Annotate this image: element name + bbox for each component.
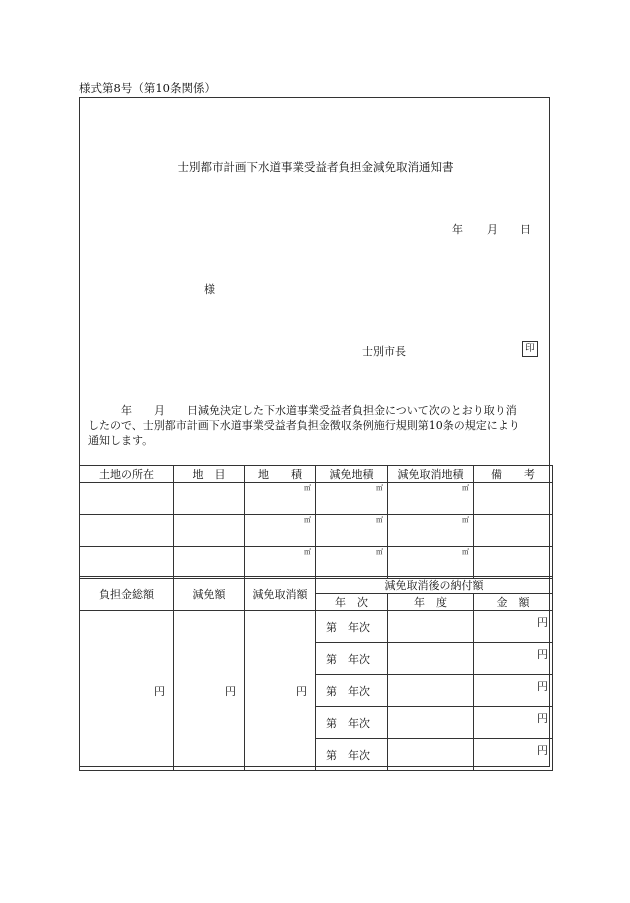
installment-label: 第 年次 xyxy=(316,707,388,739)
document-title: 士別都市計画下水道事業受益者負担金減免取消通知書 xyxy=(177,160,454,174)
installment-yen: 円 xyxy=(474,707,553,739)
notice-body xyxy=(88,403,546,448)
form-frame xyxy=(79,97,550,767)
header-area: 地 積 xyxy=(245,466,316,483)
installment-yen: 円 xyxy=(474,611,553,643)
body-line-2: したので、士別都市計画下水道事業受益者負担金徴収条例施行規則第10条の規定により xyxy=(88,419,520,432)
cancel-yen: 円 xyxy=(245,611,316,771)
header-location: 土地の所在 xyxy=(80,466,174,483)
area-unit: ㎡ xyxy=(316,547,388,579)
header-amount: 金 額 xyxy=(474,594,553,611)
header-cancelled-area: 減免取消地積 xyxy=(388,466,474,483)
date-day-unit: 日 xyxy=(520,223,531,236)
header-after-cancel: 減免取消後の納付額 xyxy=(316,577,553,594)
area-unit: ㎡ xyxy=(316,483,388,515)
header-fiscal-year: 年 度 xyxy=(388,594,474,611)
header-cancel-amount: 減免取消額 xyxy=(245,577,316,611)
body-line-3: 通知します。 xyxy=(88,434,154,447)
reduction-yen: 円 xyxy=(174,611,245,771)
installment-label: 第 年次 xyxy=(316,739,388,771)
amount-table xyxy=(79,576,553,771)
installment-yen: 円 xyxy=(474,675,553,707)
table-row xyxy=(80,611,553,643)
installment-label: 第 年次 xyxy=(316,611,388,643)
body-line-1: 年 月 日減免決定した下水道事業受益者負担金について次のとおり取り消 xyxy=(121,404,517,417)
area-unit: ㎡ xyxy=(388,483,474,515)
land-table-header xyxy=(80,466,553,483)
installment-label: 第 年次 xyxy=(316,675,388,707)
date-line xyxy=(452,221,531,237)
total-yen: 円 xyxy=(80,611,174,771)
header-reduced-area: 減免地積 xyxy=(316,466,388,483)
header-land-category: 地 目 xyxy=(174,466,245,483)
area-unit: ㎡ xyxy=(388,515,474,547)
installment-yen: 円 xyxy=(474,643,553,675)
installment-label: 第 年次 xyxy=(316,643,388,675)
table-row xyxy=(80,547,553,579)
area-unit: ㎡ xyxy=(245,515,316,547)
area-unit: ㎡ xyxy=(316,515,388,547)
header-reduction: 減免額 xyxy=(174,577,245,611)
header-remarks: 備 考 xyxy=(474,466,553,483)
header-total: 負担金総額 xyxy=(80,577,174,611)
area-unit: ㎡ xyxy=(245,483,316,515)
addressee-suffix: 様 xyxy=(204,283,215,296)
date-month-unit: 月 xyxy=(487,223,498,236)
form-number: 様式第8号（第10条関係） xyxy=(79,81,216,95)
issuer: 士別市長 xyxy=(362,345,406,358)
table-row xyxy=(80,515,553,547)
table-row xyxy=(80,483,553,515)
area-unit: ㎡ xyxy=(245,547,316,579)
installment-yen: 円 xyxy=(474,739,553,771)
amount-table-header-1 xyxy=(80,577,553,594)
date-year-unit: 年 xyxy=(452,223,463,236)
area-unit: ㎡ xyxy=(388,547,474,579)
header-year-no: 年 次 xyxy=(316,594,388,611)
seal-mark: 印 xyxy=(522,341,538,357)
land-table xyxy=(79,465,553,579)
